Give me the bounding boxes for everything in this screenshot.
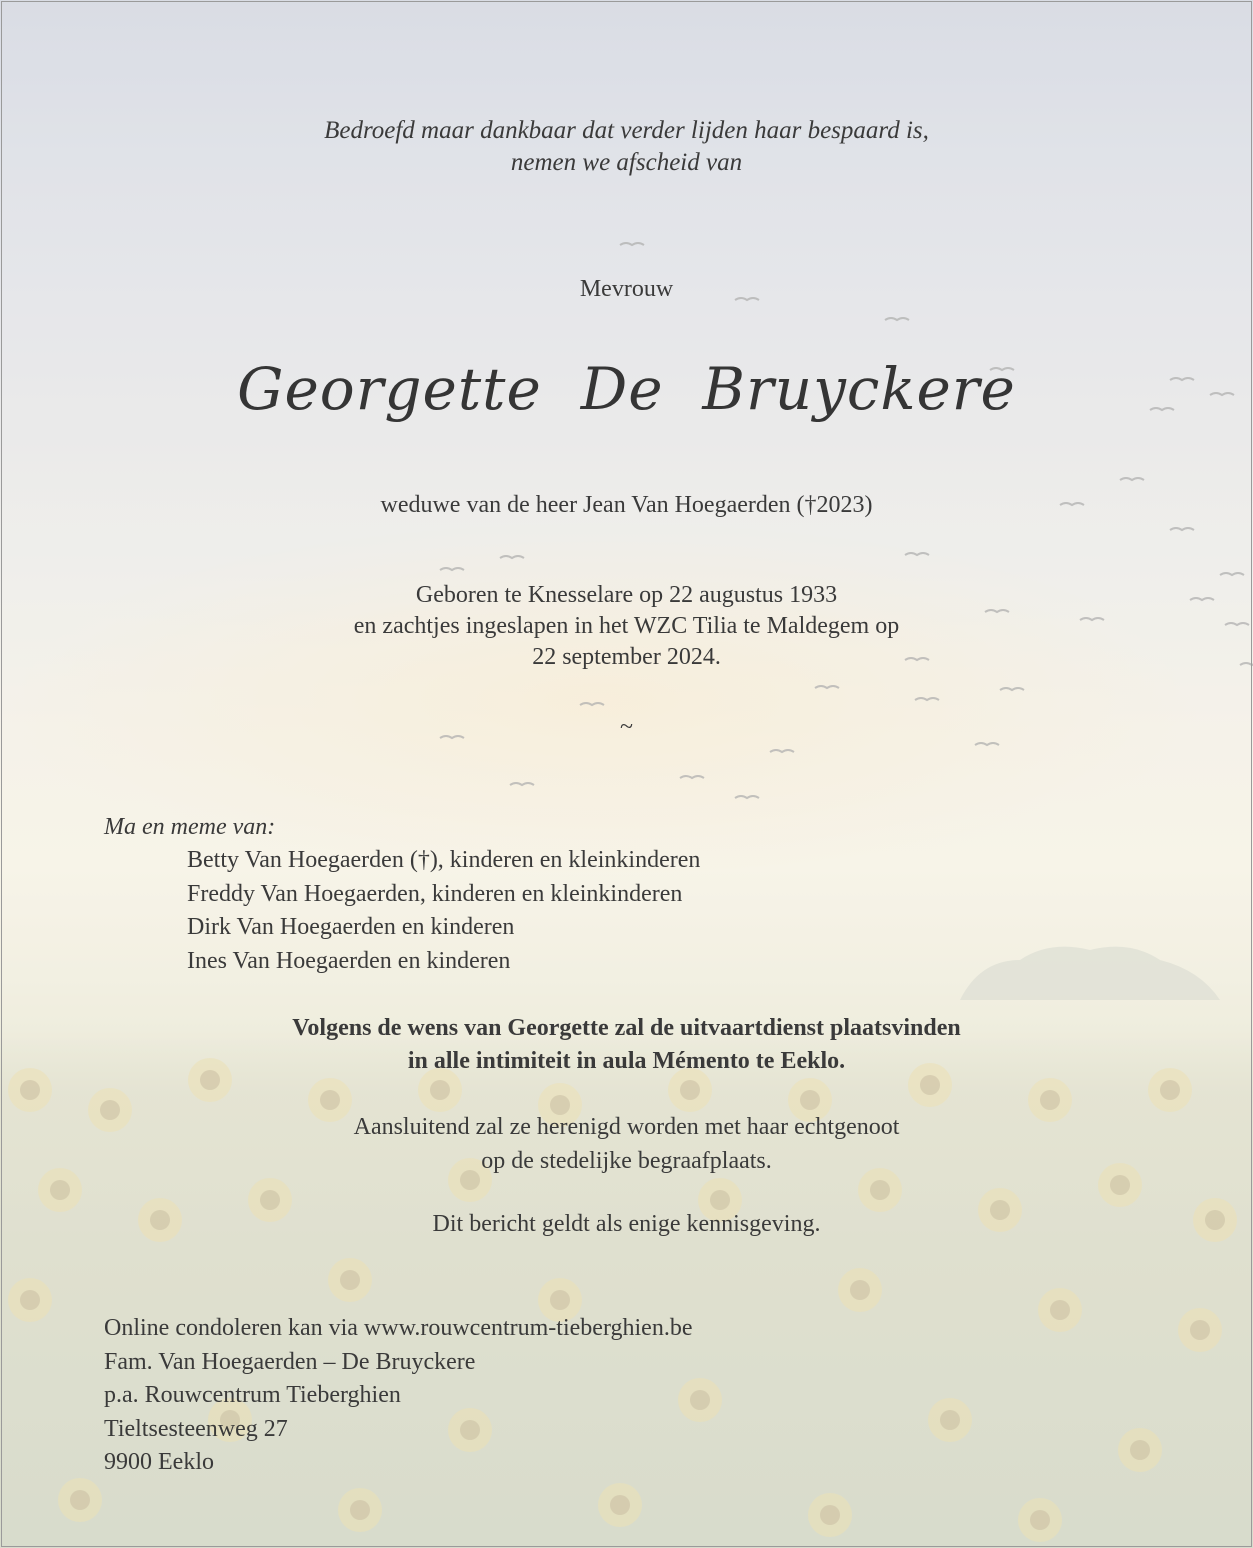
family-member: Betty Van Hoegaerden (†), kinderen en kleinkinderen [187, 847, 701, 873]
family-name-line: Fam. Van Hoegaerden – De Bruyckere [104, 1348, 476, 1375]
family-label: Ma en meme van: [104, 814, 276, 840]
family-member: Freddy Van Hoegaerden, kinderen en kleinkinderen [187, 880, 683, 907]
notice-text: Dit bericht geldt als enige kennisgeving. [432, 1211, 821, 1237]
birth-line: Geboren te Knesselare op 22 augustus 1933 [415, 582, 838, 608]
service-line-1: Volgens de wens van Georgette zal de uitvaartdienst plaatsvinden [292, 1015, 961, 1041]
address-street: Tieltsesteenweg 27 [104, 1415, 288, 1442]
honorific-title: Mevrouw [579, 276, 674, 302]
service-info [0, 1012, 1253, 1078]
life-dates [0, 580, 1253, 673]
burial-info [0, 1110, 1253, 1178]
intro-text [0, 115, 1253, 179]
widow-line: weduwe van de heer Jean Van Hoegaerden (†2023) [380, 492, 873, 518]
death-line: en zachtjes ingeslapen in het WZC Tilia te Maldegem op [353, 613, 900, 639]
contact-block [104, 1312, 692, 1480]
service-line-2: in alle intimiteit in aula Mémento te Eeklo. [407, 1048, 846, 1074]
deceased-name: Georgette De Bruyckere [237, 355, 1016, 423]
burial-line-1: Aansluitend zal ze herenigd worden met haar echtgenoot [353, 1114, 900, 1140]
separator: ~ [620, 714, 633, 740]
intro-line-1: Bedroefd maar dankbaar dat verder lijden haar bespaard is, [324, 117, 929, 144]
condolence-link-line: Online condoleren kan via www.rouwcentrum-tieberghien.be [104, 1315, 693, 1341]
burial-line-2: op de stedelijke begraafplaats. [481, 1148, 772, 1174]
family-member: Ines Van Hoegaerden en kinderen [187, 947, 511, 974]
address-city: 9900 Eeklo [104, 1449, 214, 1475]
death-date-line: 22 september 2024. [532, 644, 721, 670]
family-member: Dirk Van Hoegaerden en kinderen [187, 914, 515, 940]
address-care-of: p.a. Rouwcentrum Tieberghien [104, 1382, 401, 1408]
intro-line-2: nemen we afscheid van [510, 149, 743, 176]
family-list [187, 844, 700, 978]
